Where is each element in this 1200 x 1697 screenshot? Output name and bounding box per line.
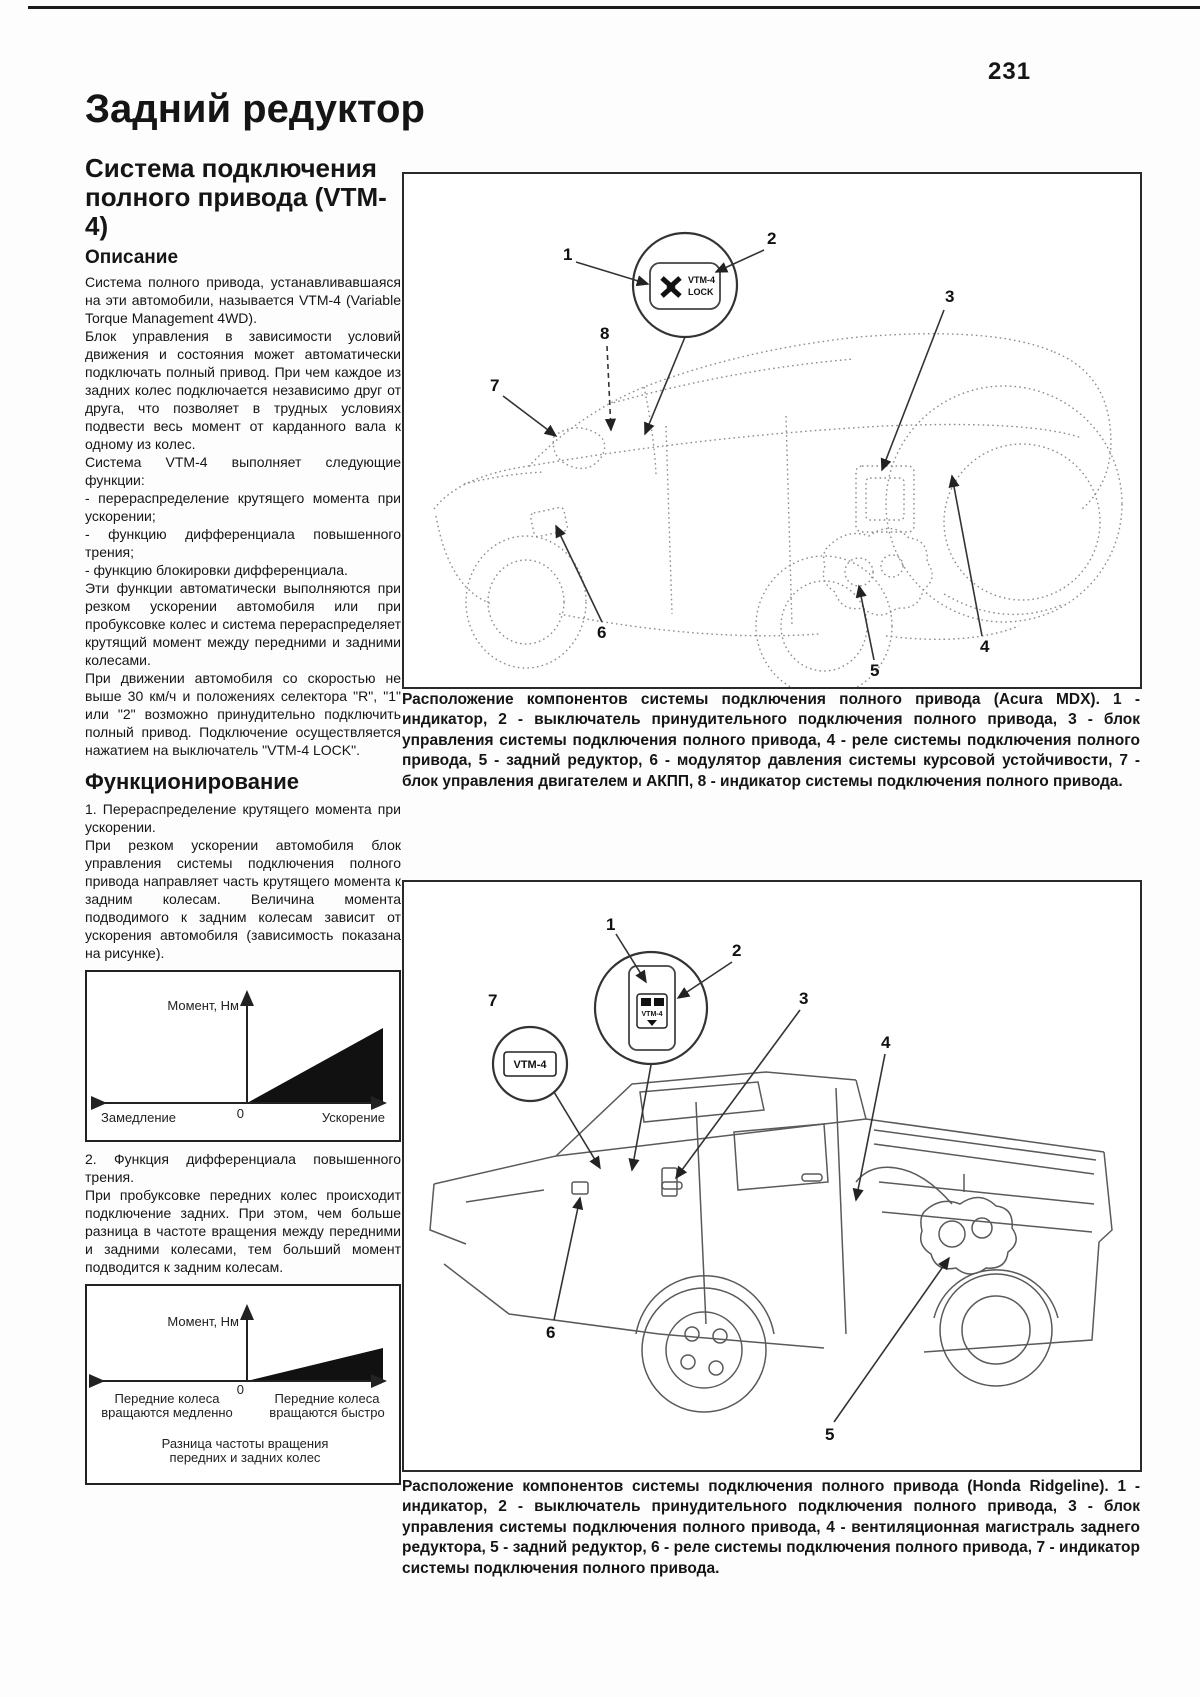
bullet-item: - перераспределение крутящего момента при ускорении; [85, 490, 401, 525]
callout-number: 1 [563, 245, 573, 264]
callout-number: 1 [606, 915, 616, 934]
chart1-x-right-label: Ускорение [321, 1110, 385, 1126]
callout-number: 7 [490, 376, 500, 395]
callout-number: 5 [870, 661, 880, 680]
callout-number: 6 [597, 623, 607, 642]
chart1-x-left-label: Замедление [101, 1110, 177, 1126]
chart1-origin-label: 0 [236, 1106, 244, 1122]
callout-number: 2 [732, 941, 742, 960]
caption-honda-ridgeline: Расположение компонентов системы подключения полного привода (Honda Ridgeline). 1 - индикатор, 2 - выключатель принудительного подключения полного привода, 3 - блок управления системы подключения полного привода, 4 - вентиляционная магистраль заднего редуктора, 5 - задний редуктор, 6 - реле системы подключения полного привода, 7 - индикатор системы подключения полного привода. [402, 1478, 1140, 1577]
paragraph: Система полного привода, устанавливавшаяся на эти автомобили, называется VTM-4 (Variable Torque Management 4WD). [85, 274, 401, 327]
paragraph: 1. Перераспределение крутящего момента при ускорении. [85, 801, 401, 836]
paragraph: Система VTM-4 выполняет следующие функции: [85, 454, 401, 489]
callout-number: 7 [488, 991, 498, 1010]
section-title: Система подключения полного привода (VTM-4) [85, 153, 387, 242]
chart2-x-left-label-2: вращаются медленно [101, 1405, 233, 1421]
diagram-honda-ridgeline [402, 880, 1142, 1472]
chart-torque-vs-acceleration [85, 970, 401, 1142]
chart2-y-label: Момент, Нм [167, 1314, 239, 1330]
chart2-x-right-label-1: Передние колеса [274, 1391, 380, 1407]
bullet-item: - функцию дифференциала повышенного трения; [85, 526, 401, 561]
chart2-area [247, 1348, 383, 1381]
callout-number: 3 [945, 287, 955, 306]
callout-number: 4 [980, 637, 990, 656]
callout-number: 6 [546, 1323, 556, 1342]
left-column [85, 87, 425, 1493]
mdx-vehicle-outline [434, 334, 1122, 687]
paragraph: При резком ускорении автомобиля блок управления системы подключения полного привода направляет часть крутящего момента к задним колесам. Величина момента подводимого к задним колесам зависит от ускорения автомобиля (зависимость показана на рисунке). [85, 837, 401, 962]
callout-number: 3 [799, 989, 809, 1008]
ridgeline-svg [404, 882, 1140, 1470]
callout-number: 4 [881, 1033, 891, 1052]
paragraph: При пробуксовке передних колес происходит подключение задних. При этом, чем больше разница в частоте вращения между передними и задними колесами, тем больший момент подводится к задним колесам. [85, 1187, 401, 1276]
chart2-x-bottom-label-2: передних и задних колес [169, 1450, 321, 1466]
chart1-area [247, 1028, 383, 1103]
callout-number: 2 [767, 229, 777, 248]
paragraph: Эти функции автоматически выполняются при резком ускорении автомобиля или при пробуксовке колес и система перераспределяет крутящий момент между передними и задними колесами. [85, 580, 401, 669]
chart2-svg [87, 1286, 399, 1478]
vtm4-indicator-label: VTM-4 [513, 1059, 547, 1071]
paragraph: 2. Функция дифференциала повышенного трения. [85, 1151, 401, 1186]
mdx-leaders [503, 250, 982, 660]
ridgeline-switch-inset [595, 952, 707, 1170]
mdx-callouts [490, 229, 990, 680]
chart-torque-vs-speed-difference [85, 1284, 401, 1485]
page-number: 231 [988, 58, 1032, 85]
chart2-x-bottom-label-1: Разница частоты вращения [161, 1436, 329, 1452]
callout-number: 5 [825, 1425, 835, 1444]
vtm4-lock-label-1: VTM-4 [688, 275, 715, 285]
func-heading: Функционирование [85, 769, 300, 795]
page-top-rule [28, 6, 1200, 9]
switch-label: VTM-4 [641, 1011, 663, 1018]
desc-heading: Описание [85, 247, 179, 269]
bullet-item: - функцию блокировки дифференциала. [85, 562, 348, 579]
caption-acura-mdx: Расположение компонентов системы подключения полного привода (Acura MDX). 1 - индикатор, 2 - выключатель принудительного подключения полного привода, 3 - блок управления системы подключения полного привода, 4 - реле системы подключения полного привода, 5 - задний редуктор, 6 - модулятор давления системы курсовой устойчивости, 7 - блок управления двигателем и АКПП, 8 - индикатор системы подключения полного привода. [402, 691, 1140, 790]
chart1-y-label: Момент, Нм [167, 998, 239, 1014]
mdx-svg [404, 174, 1140, 687]
chart2-x-right-label-2: вращаются быстро [269, 1405, 385, 1421]
callout-number: 8 [600, 324, 610, 343]
ridgeline-indicator-inset [493, 1027, 600, 1168]
mdx-switch-inset [633, 233, 737, 434]
chart1-svg [87, 972, 399, 1135]
page-title: Задний редуктор [85, 87, 425, 131]
diagram-acura-mdx [402, 172, 1142, 689]
vtm4-lock-label-2: LOCK [688, 287, 714, 297]
chart2-x-left-label-1: Передние колеса [114, 1391, 220, 1407]
paragraph: При движении автомобиля со скоростью не выше 30 км/ч и положениях селектора "R", "1" или "2" возможно принудительно подключить полный привод. Подключение осуществляется нажатием на выключатель "VTM-4 LOCK". [85, 670, 401, 759]
paragraph: Блок управления в зависимости условий движения и состояния может автоматически подключать полный привод. При чем каждое из задних колес подключается независимо друг от друга, что позволяет в трудных условиях подвести весь момент от карданного вала к одному из колес. [85, 328, 401, 453]
chart2-origin-label: 0 [236, 1382, 244, 1398]
ridgeline-vehicle-outline [430, 1072, 1112, 1412]
